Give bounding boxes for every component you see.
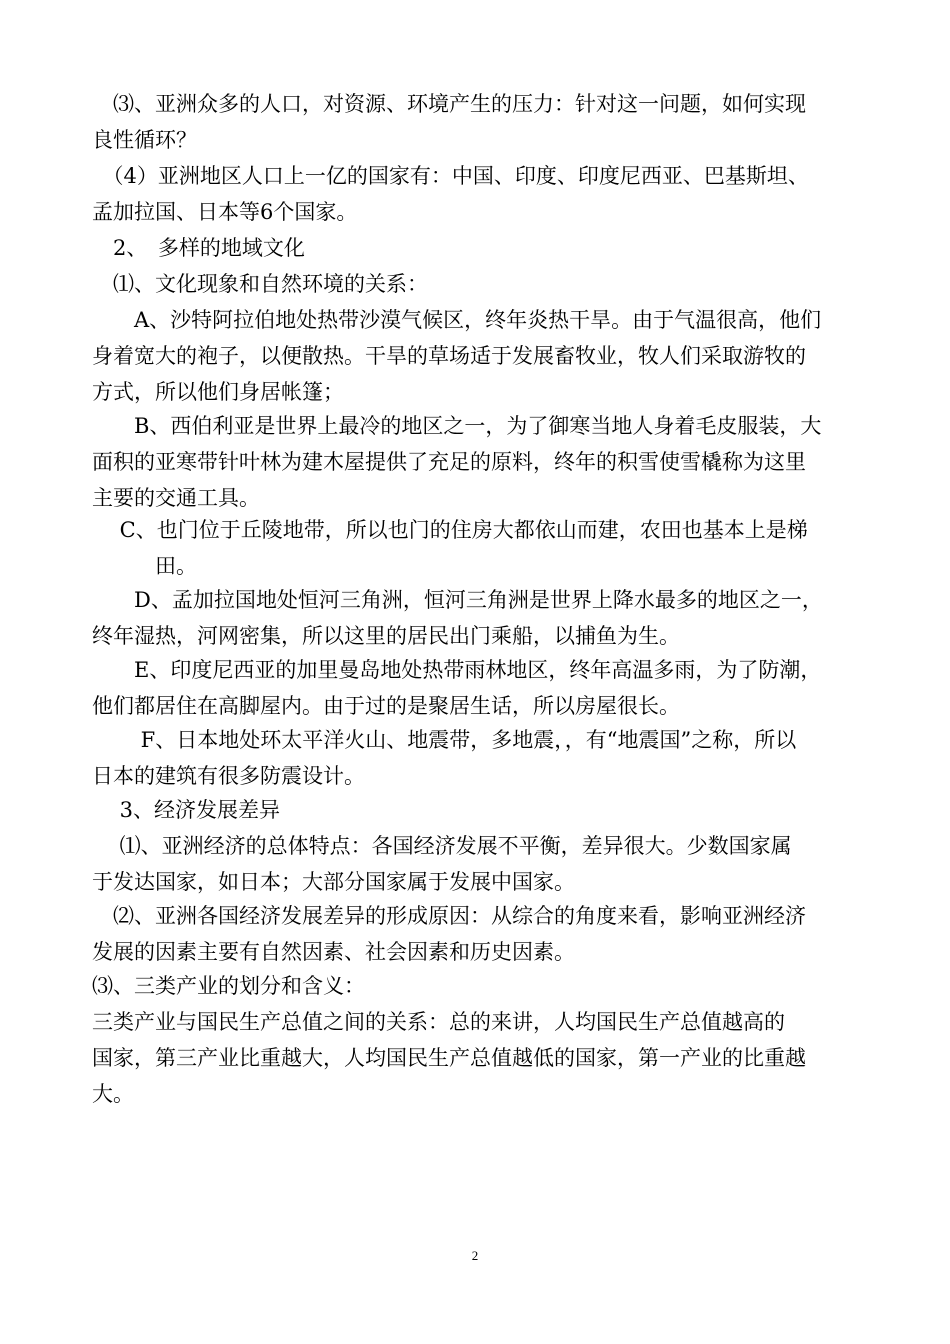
section-heading-economy	[92, 792, 862, 828]
text-line: 国家，第三产业比重越大，人均国民生产总值越低的国家，第一产业的比重越	[92, 1046, 806, 1070]
text-line: 2、 多样的地域文化	[92, 236, 305, 260]
text-line: 他们都居住在高脚屋内。由于过的是聚居生话，所以房屋很长。	[92, 694, 680, 718]
text-line: 大。	[92, 1082, 134, 1106]
text-line: 身着宽大的袍子，以便散热。干旱的草场适于发展畜牧业，牧人们采取游牧的	[92, 344, 806, 368]
text-line: 良性循环？	[92, 128, 197, 152]
text-line: A、沙特阿拉伯地处热带沙漠气候区，终年炎热干旱。由于气温很高，他们	[92, 308, 822, 332]
page-number: 2	[471, 1248, 479, 1263]
text-line: 孟加拉国、日本等6个国家。	[92, 200, 358, 224]
text-line: ⑴、文化现象和自然环境的关系：	[92, 272, 428, 296]
text-line: 主要的交通工具。	[92, 486, 260, 510]
text-line: B、西伯利亚是世界上最冷的地区之一，为了御寒当地人身着毛皮服装，大	[92, 414, 822, 438]
paragraph-siberia	[92, 408, 862, 516]
text-line: （4）亚洲地区人口上一亿的国家有：中国、印度、印度尼西亚、巴基斯坦、	[92, 164, 809, 188]
paragraph-populous-countries	[92, 158, 862, 230]
subheading-culture-environment	[92, 266, 862, 302]
paragraph-yemen	[92, 512, 862, 584]
text-line: E、印度尼西亚的加里曼岛地处热带雨林地区，终年高温多雨，为了防潮，	[92, 658, 822, 682]
paragraph-saudi-arabia	[92, 302, 862, 410]
text-line: D、孟加拉国地处恒河三角洲，恒河三角洲是世界上降水最多的地区之一，	[92, 588, 823, 612]
text-line: F、日本地处环太平洋火山、地震带，多地震，，有“地震国”之称，所以	[92, 728, 797, 752]
paragraph-japan	[92, 722, 862, 794]
text-line: ⑶、三类产业的划分和含义：	[92, 974, 365, 998]
text-line: 发展的因素主要有自然因素、社会因素和历史因素。	[92, 940, 575, 964]
text-line: ⑵、亚洲各国经济发展差异的形成原因：从综合的角度来看，影响亚洲经济	[92, 904, 806, 928]
text-line: 于发达国家，如日本；大部分国家属于发展中国家。	[92, 870, 575, 894]
paragraph-economy-causes	[92, 898, 862, 970]
paragraph-indonesia	[92, 652, 862, 724]
text-line: 面积的亚寒带针叶林为建木屋提供了充足的原料，终年的积雪使雪橇称为这里	[92, 450, 806, 474]
text-line: 3、经济发展差异	[92, 798, 281, 822]
paragraph-population-pressure	[92, 86, 862, 158]
paragraph-bangladesh	[92, 582, 862, 654]
text-line: C、也门位于丘陵地带，所以也门的住房大都依山而建，农田也基本上是梯	[92, 518, 808, 542]
paragraph-economy-features	[92, 828, 862, 900]
text-line: 终年湿热，河网密集，所以这里的居民出门乘船，以捕鱼为生。	[92, 624, 680, 648]
text-line: 日本的建筑有很多防震设计。	[92, 764, 365, 788]
text-line: ⑶、亚洲众多的人口，对资源、环境产生的压力：针对这一问题，如何实现	[92, 92, 806, 116]
section-heading-culture	[92, 230, 862, 266]
text-line: 田。	[92, 554, 197, 578]
text-line: 方式，所以他们身居帐篷；	[92, 380, 344, 404]
text-line: ⑴、亚洲经济的总体特点：各国经济发展不平衡，差异很大。少数国家属	[92, 834, 792, 858]
paragraph-industries-gnp	[92, 1004, 862, 1112]
subheading-three-industries	[92, 968, 862, 1004]
text-line: 三类产业与国民生产总值之间的关系：总的来讲，人均国民生产总值越高的	[92, 1010, 785, 1034]
